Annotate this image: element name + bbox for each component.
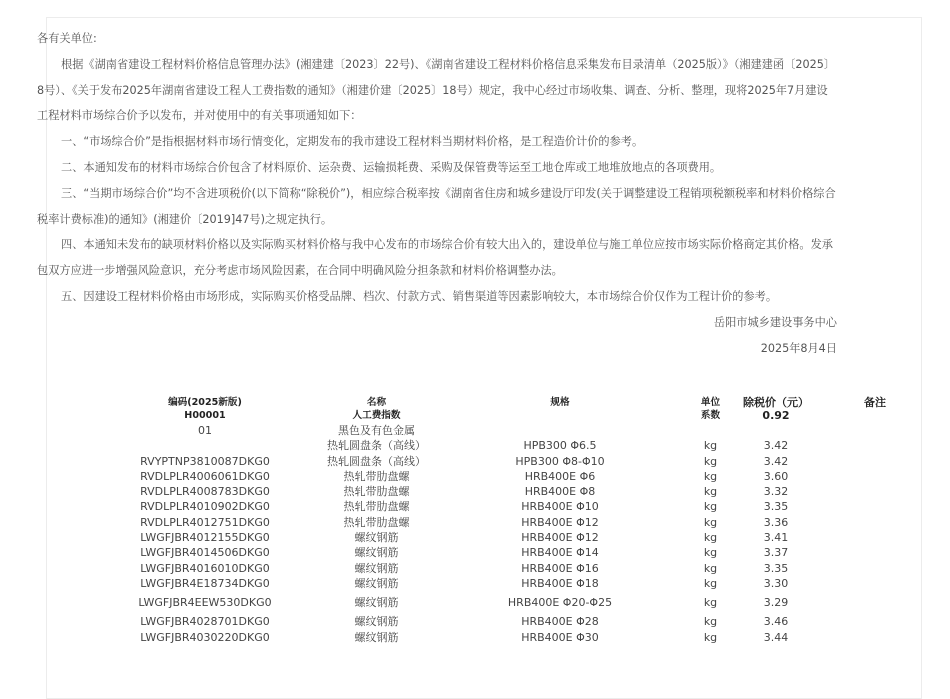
cell-name: 螺纹钢筋 bbox=[354, 576, 399, 590]
table-row bbox=[83, 469, 925, 484]
salutation: 各有关单位: bbox=[37, 32, 97, 45]
cell-unit: kg bbox=[703, 531, 718, 545]
price-rows bbox=[83, 438, 925, 645]
labor-index-code: H00001 bbox=[184, 410, 226, 421]
cell-code: RVDLPLR4010902DKG0 bbox=[140, 500, 270, 514]
cell-name: 螺纹钢筋 bbox=[354, 630, 399, 644]
cell-unit: kg bbox=[703, 596, 718, 610]
category-name: 黑色及有色金属 bbox=[338, 424, 415, 437]
cell-spec: HRB400E Φ8 bbox=[524, 485, 596, 499]
cell-name: 螺纹钢筋 bbox=[354, 531, 399, 545]
notice-item-5: 五、因建设工程材料价格由市场形成，实际购买价格受品牌、档次、付款方式、销售渠道等因素影响较大，本市场综合价仅作为工程计价的参考。 bbox=[61, 289, 778, 303]
labor-index-unit: 系数 bbox=[700, 410, 721, 421]
cell-unit: kg bbox=[703, 439, 718, 453]
cell-name: 螺纹钢筋 bbox=[354, 546, 399, 560]
cell-spec: HRB400E Φ20-Φ25 bbox=[507, 596, 613, 610]
cell-price: 3.60 bbox=[763, 469, 789, 483]
table-row bbox=[83, 591, 925, 614]
notice-body bbox=[37, 26, 837, 361]
cell-remark bbox=[825, 499, 925, 514]
cell-price: 3.44 bbox=[763, 630, 789, 644]
cell-name: 热轧圆盘条（高线） bbox=[327, 439, 426, 453]
table-row bbox=[83, 515, 925, 530]
cell-spec: HRB400E Φ30 bbox=[521, 630, 599, 644]
cell-remark bbox=[825, 561, 925, 576]
cell-unit: kg bbox=[703, 576, 718, 590]
cell-code: RVYPTNP3810087DKG0 bbox=[140, 454, 270, 468]
cell-price: 3.35 bbox=[763, 561, 789, 575]
cell-remark bbox=[825, 454, 925, 469]
table-row bbox=[83, 484, 925, 499]
cell-remark bbox=[825, 591, 925, 614]
table-row bbox=[83, 576, 925, 591]
cell-code: RVDLPLR4012751DKG0 bbox=[140, 515, 270, 529]
header-price: 除税价（元） bbox=[743, 396, 809, 409]
cell-name: 热轧圆盘条（高线） bbox=[327, 454, 426, 468]
cell-code: LWGFJBR4EEW530DKG0 bbox=[138, 596, 272, 610]
cell-code: LWGFJBR4016010DKG0 bbox=[140, 561, 270, 575]
cell-name: 热轧带肋盘螺 bbox=[343, 500, 410, 514]
cell-remark bbox=[825, 545, 925, 560]
cell-code: LWGFJBR4014506DKG0 bbox=[140, 546, 270, 560]
notice-item-1: 一、“市场综合价”是指根据材料市场行情变化，定期发布的我市建设工程材料当期材料价格，是工程造价计价的参考。 bbox=[61, 135, 644, 149]
cell-unit: kg bbox=[703, 469, 718, 483]
cell-unit: kg bbox=[703, 485, 718, 499]
cell-price: 3.36 bbox=[763, 515, 789, 529]
cell-price: 3.42 bbox=[763, 439, 789, 453]
notice-item-3: 三、“当期市场综合价”均不含进项税价(以下简称“除税价”)，相应综合税率按《湖南省住房和城乡建设厅印发(关于调整建设工程销项税额税率和材料价格综合税率计费标准)的通知》(湘建价〔2019]47号)之规定执行。 bbox=[37, 186, 836, 226]
cell-remark bbox=[825, 438, 925, 453]
cell-code: LWGFJBR4030220DKG0 bbox=[140, 630, 270, 644]
header-code: 编码(2025新版) bbox=[168, 397, 242, 408]
cell-spec: HRB400E Φ12 bbox=[521, 531, 599, 545]
cell-code: LWGFJBR4012155DKG0 bbox=[140, 531, 270, 545]
table-row bbox=[83, 614, 925, 629]
cell-unit: kg bbox=[703, 515, 718, 529]
table-row bbox=[83, 530, 925, 545]
cell-remark bbox=[825, 576, 925, 591]
cell-price: 3.42 bbox=[763, 454, 789, 468]
cell-code: RVDLPLR4008783DKG0 bbox=[140, 485, 270, 499]
category-code: 01 bbox=[198, 424, 212, 437]
cell-spec: HRB400E Φ16 bbox=[521, 561, 599, 575]
cell-spec: HPB300 Φ6.5 bbox=[523, 439, 597, 453]
price-table bbox=[83, 397, 925, 645]
header-name: 名称 bbox=[366, 397, 387, 408]
cell-spec: HRB400E Φ28 bbox=[521, 615, 599, 629]
cell-remark bbox=[825, 530, 925, 545]
labor-index-name: 人工费指数 bbox=[352, 410, 401, 421]
cell-unit: kg bbox=[703, 615, 718, 629]
intro-paragraph: 根据《湖南省建设工程材料价格信息管理办法》(湘建建〔2023〕22号)、《湖南省建设工程材料价格信息采集发布目录清单（2025版）》（湘建建函〔2025〕8号）、《关于发布2025年湖南省建设工程人工费指数的通知》（湘建价建〔2025〕18号）规定，我中心经过市场收集、调查、分析、整理，现将2025年7月建设工程材料市场综合价予以发布，并对使用中的有关事项通知如下： bbox=[37, 57, 836, 123]
cell-name: 螺纹钢筋 bbox=[354, 596, 399, 610]
cell-price: 3.30 bbox=[763, 576, 789, 590]
notice-item-4: 四、本通知未发布的缺项材料价格以及实际购买材料价格与我中心发布的市场综合价有较大出入的，建设单位与施工单位应按市场实际价格商定其价格。发承包双方应进一步增强风险意识，充分考虑市场风险因素，在合同中明确风险分担条款和材料价格调整办法。 bbox=[37, 238, 833, 278]
cell-code bbox=[83, 438, 327, 453]
cell-code: LWGFJBR4028701DKG0 bbox=[140, 615, 270, 629]
cell-unit: kg bbox=[703, 561, 718, 575]
cell-spec: HRB400E Φ6 bbox=[524, 469, 596, 483]
cell-remark bbox=[825, 484, 925, 499]
cell-price: 3.41 bbox=[763, 531, 789, 545]
table-row bbox=[83, 561, 925, 576]
cell-spec: HRB400E Φ14 bbox=[521, 546, 599, 560]
cell-price: 3.29 bbox=[763, 596, 789, 610]
cell-price: 3.35 bbox=[763, 500, 789, 514]
table-row bbox=[83, 499, 925, 514]
labor-index-row bbox=[83, 409, 925, 423]
category-row bbox=[83, 423, 925, 438]
cell-remark bbox=[825, 630, 925, 645]
table-row bbox=[83, 630, 925, 645]
labor-index-value: 0.92 bbox=[762, 409, 790, 422]
cell-spec: HPB300 Φ8-Φ10 bbox=[515, 454, 605, 468]
cell-price: 3.46 bbox=[763, 615, 789, 629]
cell-unit: kg bbox=[703, 546, 718, 560]
table-row bbox=[83, 454, 925, 469]
header-remark: 备注 bbox=[864, 396, 886, 409]
cell-remark bbox=[825, 515, 925, 530]
cell-price: 3.32 bbox=[763, 485, 789, 499]
cell-name: 热轧带肋盘螺 bbox=[343, 469, 410, 483]
table-row bbox=[83, 545, 925, 560]
cell-unit: kg bbox=[703, 454, 718, 468]
cell-spec: HRB400E Φ10 bbox=[521, 500, 599, 514]
header-unit: 单位 bbox=[700, 397, 721, 408]
signature: 岳阳市城乡建设事务中心 bbox=[713, 315, 837, 329]
cell-price: 3.37 bbox=[763, 546, 789, 560]
date: 2025年8月4日 bbox=[760, 341, 837, 355]
cell-spec: HRB400E Φ12 bbox=[521, 515, 599, 529]
notice-item-2: 二、本通知发布的材料市场综合价包含了材料原价、运杂费、运输损耗费、采购及保管费等运至工地仓库或工地堆放地点的各项费用。 bbox=[61, 160, 722, 174]
cell-spec: HRB400E Φ18 bbox=[521, 576, 599, 590]
cell-code: LWGFJBR4E18734DKG0 bbox=[140, 576, 270, 590]
cell-unit: kg bbox=[703, 630, 718, 644]
cell-code: RVDLPLR4006061DKG0 bbox=[140, 469, 270, 483]
cell-unit: kg bbox=[703, 500, 718, 514]
table-row bbox=[83, 438, 925, 453]
cell-name: 螺纹钢筋 bbox=[354, 615, 399, 629]
cell-name: 热轧带肋盘螺 bbox=[343, 515, 410, 529]
table-header-row bbox=[83, 397, 925, 409]
cell-name: 热轧带肋盘螺 bbox=[343, 485, 410, 499]
cell-remark bbox=[825, 614, 925, 629]
cell-name: 螺纹钢筋 bbox=[354, 561, 399, 575]
cell-remark bbox=[825, 469, 925, 484]
header-spec: 规格 bbox=[550, 397, 570, 408]
